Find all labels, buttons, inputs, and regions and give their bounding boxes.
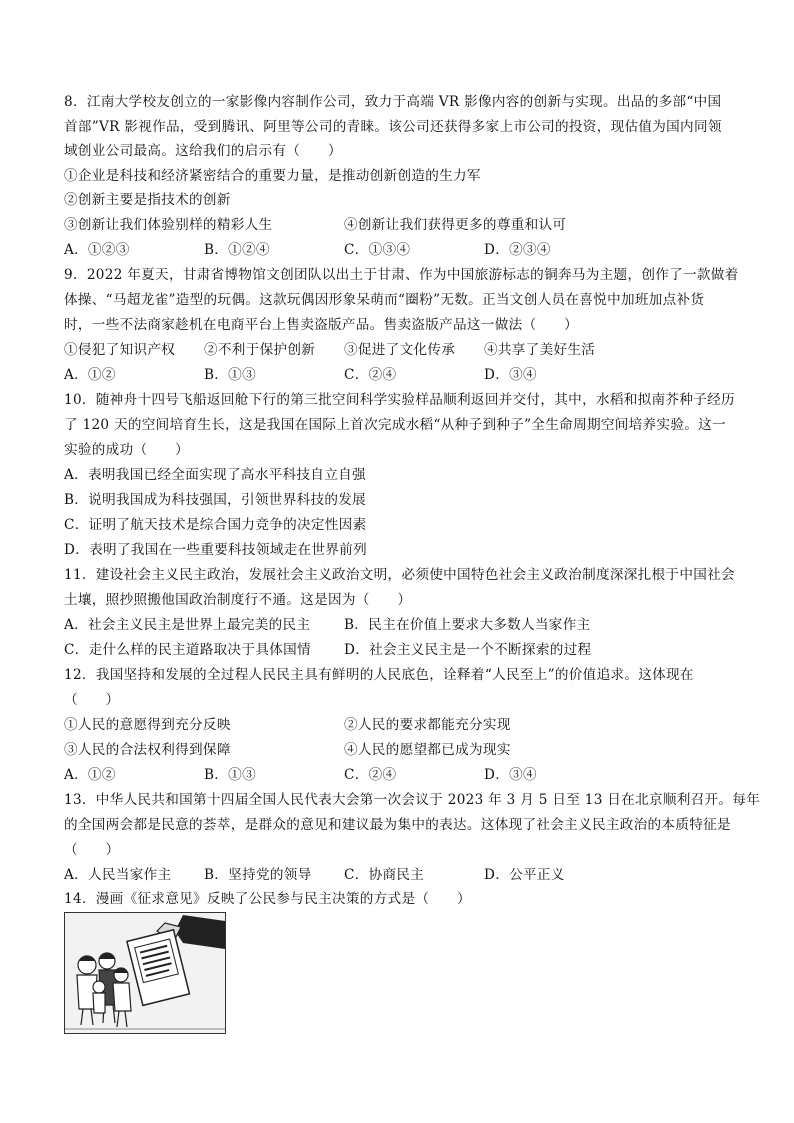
q10-stem-line2: 了 120 天的空间培育生长，这是我国在国际上首次完成水稻“从种子到种子”全生命周期空间培养实验。这一 — [64, 417, 726, 433]
q12-statement-1: ①人民的意愿得到充分反映 — [64, 717, 231, 733]
q9-stem-line2: 体操、“马超龙雀”造型的玩偶。这款玩偶因形象呆萌而“圈粉”无数。正当文创人员在喜悦中加班加点补货 — [64, 292, 705, 308]
q11-option-d: D．社会主义民主是一个不断探索的过程 — [344, 642, 592, 658]
q8-option-d: D．②③④ — [484, 242, 551, 258]
q9-statement-4: ④共享了美好生活 — [484, 342, 596, 358]
q8-statement-3: ③创新让我们体验别样的精彩人生 — [64, 217, 273, 233]
q9-stem-line1: 9．2022 年夏天，甘肃省博物馆文创团队以出土于甘肃、作为中国旅游标志的铜奔马为主题，创作了一款做着 — [64, 267, 739, 283]
q13-option-b: B．坚持党的领导 — [204, 867, 312, 883]
q13-option-a: A．人民当家作主 — [64, 867, 172, 883]
q8-stem-line1: 8．江南大学校友创立的一家影像内容制作公司，致力于高端 VR 影像内容的创新与实现。出品的多部“中国 — [64, 94, 722, 110]
q8-option-a: A．①②③ — [64, 242, 130, 258]
q13-option-c: C．协商民主 — [344, 867, 425, 883]
q12-option-b: B．①③ — [204, 767, 256, 783]
q10-option-b: B．说明我国成为科技强国，引领世界科技的发展 — [64, 492, 367, 508]
q13-stem-line3: （ ） — [64, 842, 120, 858]
q13-stem-line2: 的全国两会都是民意的荟萃，是群众的意见和建议最为集中的表达。这体现了社会主义民主政治的本质特征是 — [64, 817, 731, 833]
q11-stem-line1: 11．建设社会主义民主政治，发展社会主义政治文明，必须使中国特色社会主义政治制度深深扎根于中国社会 — [64, 567, 735, 583]
q12-stem-line2: （ ） — [64, 692, 120, 708]
q9-statement-3: ③促进了文化传承 — [344, 342, 456, 358]
q8-stem-line3: 域创业公司最高。这给我们的启示有（ ） — [64, 143, 342, 159]
q9-stem-line3: 时，一些不法商家趁机在电商平台上售卖盗版产品。售卖盗版产品这一做法（ ） — [64, 317, 579, 333]
q12-option-a: A．①② — [64, 767, 116, 783]
q8-statement-2: ②创新主要是指技术的创新 — [64, 192, 231, 208]
q10-stem-line3: 实验的成功（ ） — [64, 442, 190, 458]
q12-statement-2: ②人民的要求都能充分实现 — [344, 717, 511, 733]
q14-stem-line1: 14．漫画《征求意见》反映了公民参与民主决策的方式是（ ） — [64, 891, 471, 907]
q9-option-d: D．③④ — [484, 367, 537, 383]
q9-statement-2: ②不利于保护创新 — [204, 342, 316, 358]
q11-option-b: B．民主在价值上要求大多数人当家作主 — [344, 617, 591, 633]
q9-option-a: A．①② — [64, 367, 116, 383]
q11-stem-line2: 土壤，照抄照搬他国政治制度行不通。这是因为（ ） — [64, 592, 412, 608]
cartoon-illustration — [64, 912, 226, 1034]
q10-stem-line1: 10．随神舟十四号飞船返回舱下行的第三批空间科学实验样品顺利返回并交付，其中，水稻和拟南芥种子经历 — [64, 392, 735, 408]
q10-option-a: A．表明我国已经全面实现了高水平科技自立自强 — [64, 467, 366, 483]
q10-option-c: C．证明了航天技术是综合国力竞争的决定性因素 — [64, 517, 367, 533]
q8-option-c: C．①③④ — [344, 242, 411, 258]
q12-option-d: D．③④ — [484, 767, 537, 783]
q8-stem-line2: 首部”VR 影视作品，受到腾讯、阿里等公司的青睐。该公司还获得多家上市公司的投资，现估值为国内同领 — [64, 119, 722, 135]
cartoon-drawing — [65, 913, 225, 1033]
q13-option-d: D．公平正义 — [484, 867, 565, 883]
q8-statement-4: ④创新让我们获得更多的尊重和认可 — [344, 217, 567, 233]
q9-statement-1: ①侵犯了知识产权 — [64, 342, 176, 358]
q12-option-c: C．②④ — [344, 767, 397, 783]
q9-option-c: C．②④ — [344, 367, 397, 383]
q11-option-a: A．社会主义民主是世界上最完美的民主 — [64, 617, 311, 633]
q12-statement-4: ④人民的愿望都已成为现实 — [344, 742, 511, 758]
q12-stem-line1: 12．我国坚持和发展的全过程人民民主具有鲜明的人民底色，诠释着“人民至上”的价值追求。这体现在 — [64, 667, 694, 683]
q9-option-b: B．①③ — [204, 367, 256, 383]
q11-option-c: C．走什么样的民主道路取决于具体国情 — [64, 642, 311, 658]
q8-option-b: B．①②④ — [204, 242, 270, 258]
q10-option-d: D．表明了我国在一些重要科技领域走在世界前列 — [64, 542, 367, 558]
q12-statement-3: ③人民的合法权利得到保障 — [64, 742, 231, 758]
q8-statement-1: ①企业是科技和经济紧密结合的重要力量，是推动创新创造的生力军 — [64, 168, 481, 184]
q13-stem-line1: 13．中华人民共和国第十四届全国人民代表大会第一次会议于 2023 年 3 月 5 日至 13 日在北京顺利召开。每年 — [64, 792, 761, 808]
